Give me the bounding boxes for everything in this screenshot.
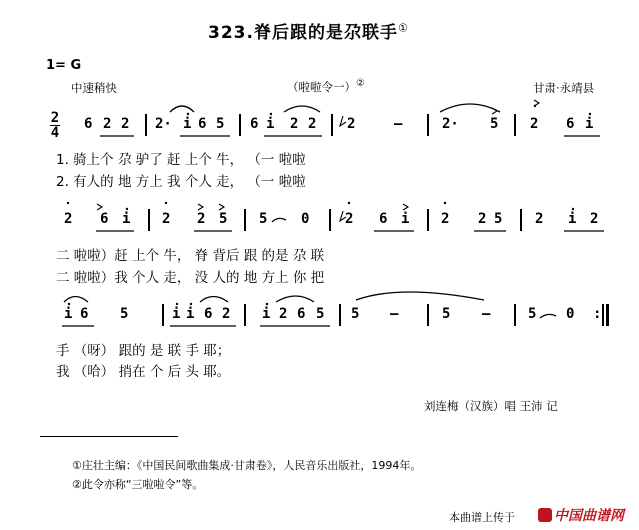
performer-credit: 刘连梅（汉族）唱 王沛 记 (424, 399, 558, 413)
note: 6 (204, 306, 213, 322)
note: 2 (530, 116, 539, 132)
logo-text: 中国曲谱网 (554, 508, 624, 524)
note: 5 (316, 306, 325, 322)
upload-note: 本曲谱上传于 (449, 511, 515, 524)
note: 2· (442, 116, 459, 132)
note: i (568, 211, 577, 227)
note: 6 (100, 211, 109, 227)
title-text: 323.脊后跟的是尕联手 (208, 23, 398, 43)
lyric-line: 1. 骑上个 尕 驴了 赶 上个 牛， （一 啦啦 (56, 152, 306, 168)
lyric-line: 我 （哈） 捎在 个 后 头 耶。 (56, 364, 231, 380)
note: 2 (345, 211, 354, 227)
note: i (186, 306, 195, 322)
note: i (172, 306, 181, 322)
note: i (122, 211, 131, 227)
note: 6 (198, 116, 207, 132)
note: i (401, 211, 410, 227)
note: i (64, 306, 73, 322)
lyric-line: 二 啦啦）我 个人 走， 没 人的 地 方上 你 把 (56, 270, 325, 286)
lyric-line: 手 （呀） 跟的 是 联 手 耶； (56, 343, 231, 359)
note: 6 (379, 211, 388, 227)
note: — (482, 306, 491, 322)
note: 5 (442, 306, 451, 322)
footnote-1: ①庄壮主编：《中国民间歌曲集成·甘肃卷》，人民音乐出版社，1994年。 (72, 459, 422, 472)
note: 0 (301, 211, 310, 227)
note: 2 (64, 211, 73, 227)
note: 2 (121, 116, 130, 132)
repeat-dots: : (593, 306, 602, 322)
note: 2 (535, 211, 544, 227)
note: 6 (80, 306, 89, 322)
note: i (266, 116, 275, 132)
region-label: 甘肃·永靖县 (533, 81, 595, 95)
note: 2· (155, 116, 172, 132)
note: 5 (494, 211, 503, 227)
time-signature-top: 2 (50, 110, 60, 126)
subtitle-footnote-marker: ② (356, 78, 365, 89)
key-signature: 1= G (46, 58, 82, 73)
note: — (394, 116, 403, 132)
note: 6 (566, 116, 575, 132)
note: 2 (222, 306, 231, 322)
note: 5 (351, 306, 360, 322)
footnote-2: ②此令亦称“三啦啦令”等。 (72, 478, 204, 491)
note: 5 (259, 211, 268, 227)
note: i (183, 116, 192, 132)
time-signature-bottom: 4 (50, 125, 60, 141)
note: i (585, 116, 594, 132)
note: 6 (250, 116, 259, 132)
note: 2 (197, 211, 206, 227)
note: 2 (290, 116, 299, 132)
footnote-divider (40, 436, 178, 437)
note: 2 (162, 211, 171, 227)
note: 6 (297, 306, 306, 322)
title-footnote-marker: ① (397, 21, 409, 35)
note: 5 (528, 306, 537, 322)
note: 5 (490, 116, 499, 132)
lyric-line: 2. 有人的 地 方上 我 个人 走， （一 啦啦 (56, 174, 306, 190)
note: i (262, 306, 271, 322)
note: — (390, 306, 399, 322)
note: 5 (120, 306, 129, 322)
tempo-marking: 中速稍快 (71, 81, 117, 95)
note: 0 (566, 306, 575, 322)
note: 2 (103, 116, 112, 132)
note: 5 (219, 211, 228, 227)
lyric-line: 二 啦啦）赶 上个 牛， 脊 背后 跟 的是 尕 联 (56, 248, 325, 264)
logo-icon (538, 508, 552, 522)
note: 2 (347, 116, 356, 132)
note: 5 (216, 116, 225, 132)
note: 2 (590, 211, 599, 227)
note: 2 (441, 211, 450, 227)
subtitle-text: （啦啦令一） (287, 79, 356, 94)
note: 2 (308, 116, 317, 132)
note: 2 (478, 211, 487, 227)
note: 2 (279, 306, 288, 322)
site-logo[interactable] (534, 505, 639, 527)
note: 6 (84, 116, 93, 132)
